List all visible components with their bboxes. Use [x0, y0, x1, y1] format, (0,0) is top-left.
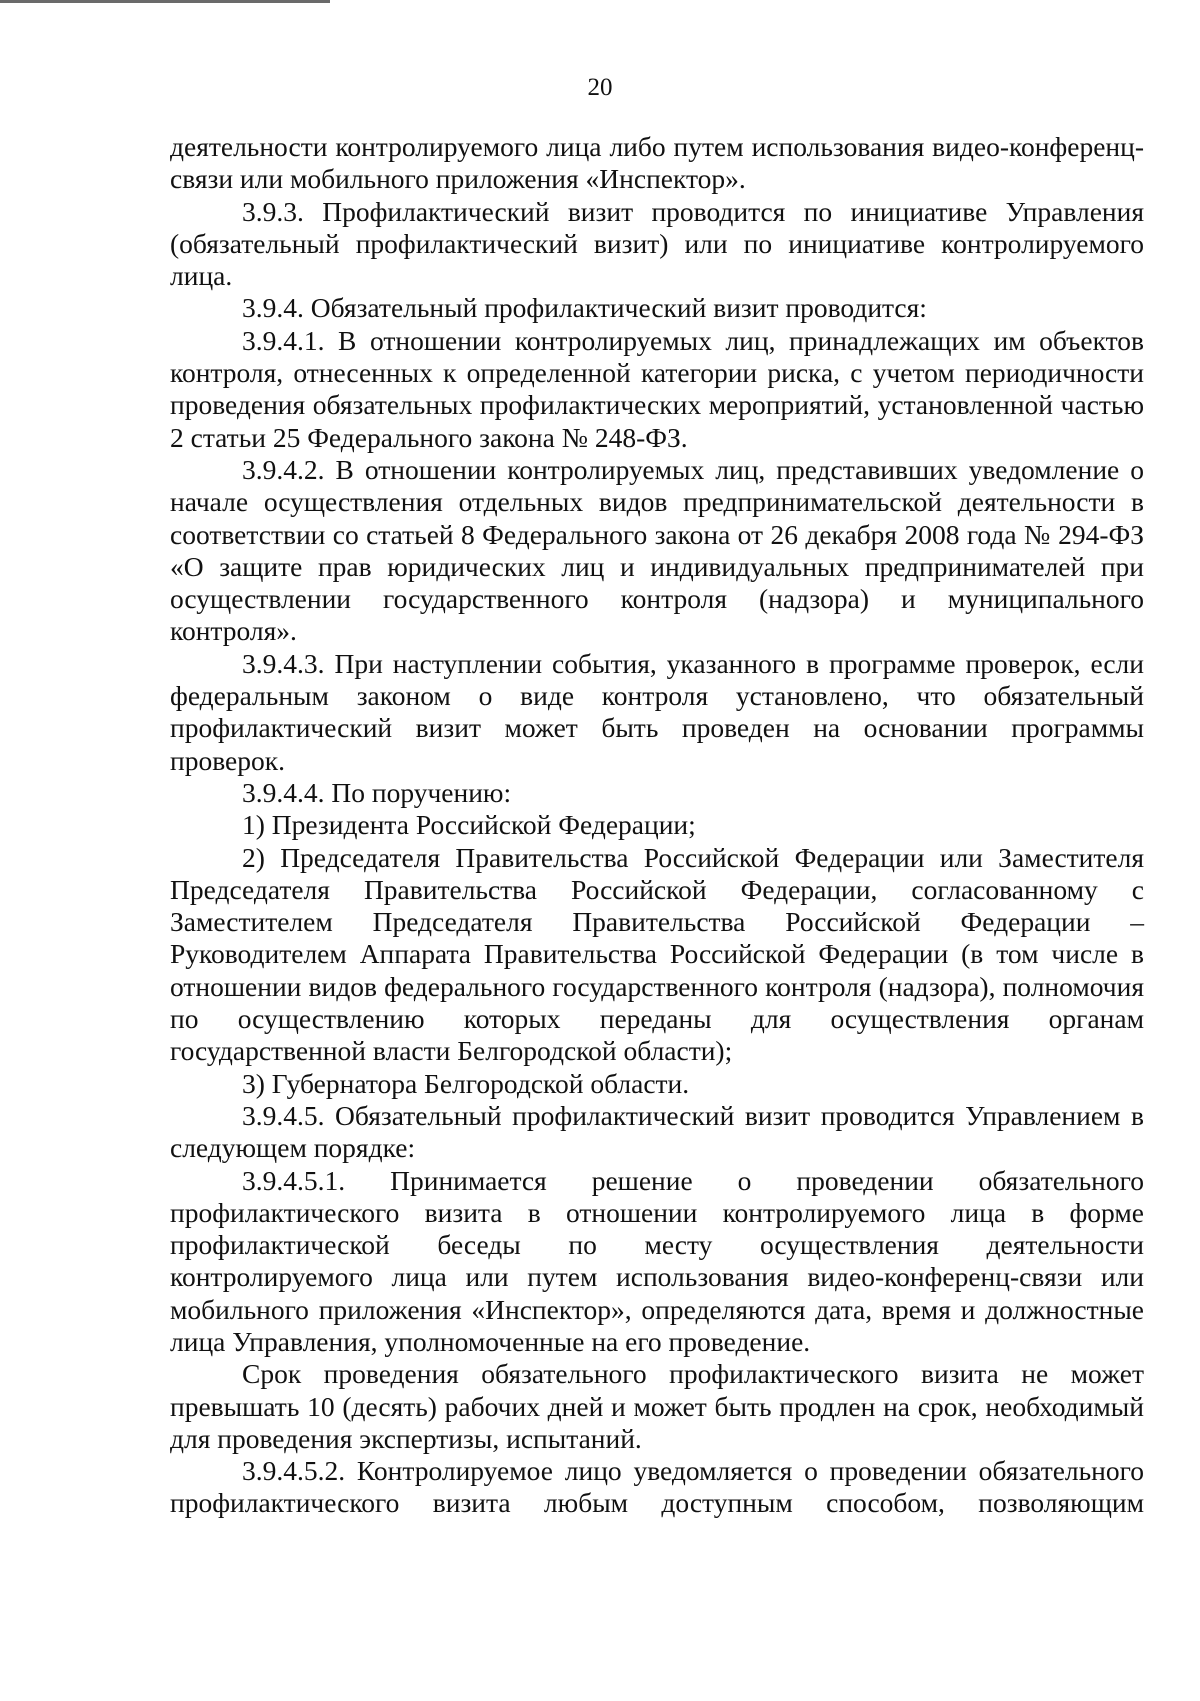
paragraph: деятельности контролируемого лица либо путем использования видео-конференц-связи или мобильного приложения «Инспектор». — [170, 131, 1144, 195]
paragraph: 3.9.4.5.2. Контролируемое лицо уведомляется о проведении обязательного профилактического визита любым доступным способом, позволяющим — [170, 1455, 1144, 1519]
paragraph: 3.9.4.5. Обязательный профилактический визит проводится Управлением в следующем порядке: — [170, 1099, 1144, 1164]
paragraph: 2) Председателя Правительства Российской Федерации или Заместителя Председателя Правительства Российской Федерации, согласованному с Заместителем Председателя Правительства Российской Федерации – Руководителем Аппарата Правительства Российской Федерации (в том числе в отношении видов федерального государственного контроля (надзора), полномочия по осуществлению которых переданы для осуществления органам государственной власти Белгородской области); — [170, 841, 1144, 1067]
paragraph: 3.9.4. Обязательный профилактический визит проводится: — [242, 292, 927, 324]
paragraph: 3) Губернатора Белгородской области. — [242, 1067, 690, 1099]
paragraph: Срок проведения обязательного профилактического визита не может превышать 10 (десять) рабочих дней и может быть продлен на срок, необходимый для проведения экспертизы, испытаний. — [170, 1358, 1144, 1454]
document-body — [170, 131, 1144, 1520]
page-number: 20 — [587, 74, 613, 101]
paragraph: 3.9.4.4. По поручению: — [242, 776, 512, 808]
paragraph: 3.9.4.1. В отношении контролируемых лиц, принадлежащих им объектов контроля, отнесенных к определенной категории риска, с учетом периодичности проведения обязательных профилактических мероприятий, установленной частью 2 статьи 25 Федерального закона № 248-ФЗ. — [170, 324, 1144, 453]
paragraph: 3.9.4.3. При наступлении события, указанного в программе проверок, если федеральным законом о виде контроля установлено, что обязательный профилактический визит может быть проведен на основании программы проверок. — [170, 647, 1144, 776]
paragraph: 3.9.3. Профилактический визит проводится по инициативе Управления (обязательный профилактический визит) или по инициативе контролируемого лица. — [170, 195, 1144, 292]
paragraph: 3.9.4.5.1. Принимается решение о проведении обязательного профилактического визита в отношении контролируемого лица в форме профилактической беседы по месту осуществления деятельности контролируемого лица или путем использования видео-конференц-связи или мобильного приложения «Инспектор», определяются дата, время и должностные лица Управления, уполномоченные на его проведение. — [170, 1164, 1144, 1357]
paragraph: 3.9.4.2. В отношении контролируемых лиц, представивших уведомление о начале осуществления отдельных видов предпринимательской деятельности в соответствии со статьей 8 Федерального закона от 26 декабря 2008 года № 294-ФЗ «О защите прав юридических лиц и индивидуальных предпринимателей при осуществлении государственного контроля (надзора) и муниципального контроля». — [170, 453, 1144, 647]
paragraph: 1) Президента Российской Федерации; — [242, 809, 696, 841]
scan-edge-line — [0, 0, 330, 3]
